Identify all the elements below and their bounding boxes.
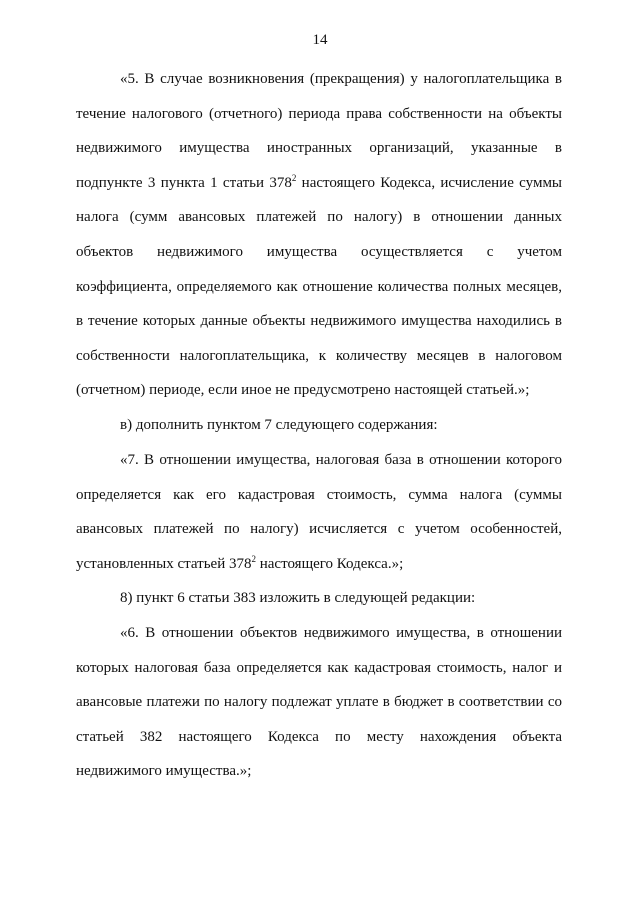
text-segment: установленных статьей 378 [76, 555, 252, 572]
text-line: определяется как его кадастровая стоимость, сумма налога (суммы [76, 486, 562, 503]
text-segment: настоящего Кодекса.»; [256, 555, 404, 572]
paragraph-item-6 [76, 616, 562, 789]
paragraph-amendment-v [76, 408, 562, 443]
text-line: в течение которых данные объекты недвижимого имущества находились в [76, 313, 562, 330]
paragraph-item-7 [76, 443, 562, 581]
text-line: недвижимого имущества иностранных организаций, указанные в [76, 140, 562, 157]
paragraph-amendment-8 [76, 581, 562, 616]
superscript: 2 [251, 553, 256, 564]
text-line: «5. В случае возникновения (прекращения) у налогоплательщика в [120, 71, 562, 87]
text-line: объектов недвижимого имущества осуществляется с учетом [76, 243, 562, 260]
text-line: статьей 382 настоящего Кодекса по месту нахождения объекта [76, 728, 562, 745]
text-line: авансовых платежей по налогу) исчисляется с учетом особенностей, [76, 521, 562, 538]
text-segment: настоящего Кодекса, исчисление суммы [296, 174, 563, 191]
text-line: «7. В отношении имущества, налоговая база в отношении которого [120, 452, 562, 468]
text-line: в) дополнить пунктом 7 следующего содержания: [120, 417, 438, 433]
text-line: налога (сумм авансовых платежей по налогу) в отношении данных [76, 209, 562, 226]
text-line: (отчетном) периоде, если иное не предусмотрено настоящей статьей.»; [76, 382, 530, 399]
text-line: собственности налогоплательщика, к количеству месяцев в налоговом [76, 347, 562, 364]
superscript: 2 [291, 172, 297, 183]
text-line [76, 166, 562, 201]
text-line: авансовые платежи по налогу подлежат уплате в бюджет в соответствии со [76, 694, 562, 711]
text-line: недвижимого имущества.»; [76, 763, 252, 780]
page-number: 14 [312, 32, 328, 48]
text-line: 8) пункт 6 статьи 383 изложить в следующей редакции: [120, 590, 476, 606]
text-segment: подпункте 3 пункта 1 статьи 378 [76, 174, 292, 191]
paragraph-item-5 [76, 62, 562, 408]
text-line: течение налогового (отчетного) периода права собственности на объекты [76, 105, 562, 122]
text-line [76, 547, 562, 582]
text-line: которых налоговая база определяется как кадастровая стоимость, налог и [76, 659, 562, 676]
text-line: коэффициента, определяемого как отношение количества полных месяцев, [76, 278, 562, 295]
text-line: «6. В отношении объектов недвижимого имущества, в отношении [120, 625, 562, 641]
